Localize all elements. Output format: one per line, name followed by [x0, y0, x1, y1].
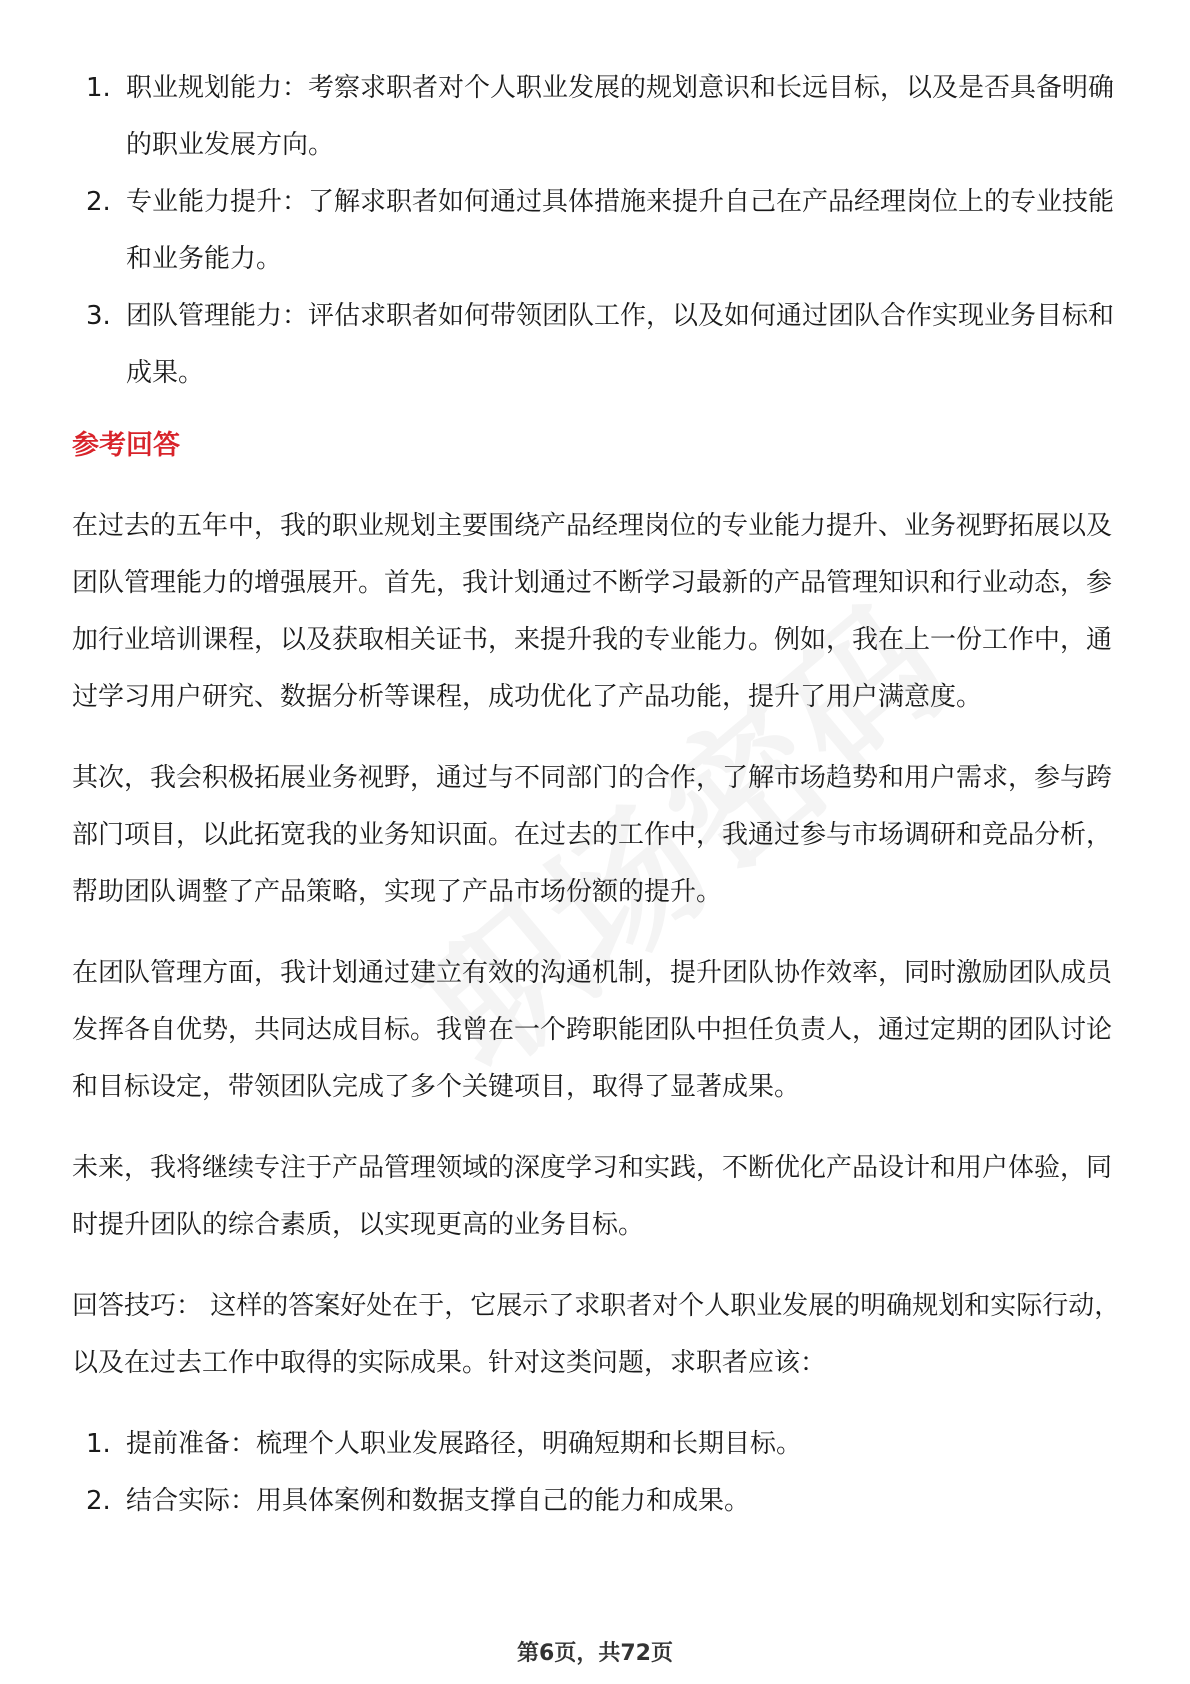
answer-paragraph: 未来，我将继续专注于产品管理领域的深度学习和实践，不断优化产品设计和用户体验，同时提升团队的综合素质，以实现更高的业务目标。 [72, 1153, 1113, 1240]
page-footer: 第6页，共72页 [517, 1641, 673, 1666]
list-item [72, 1416, 1122, 1473]
list-number: 1. [86, 1429, 111, 1459]
list-item-text: 团队管理能力：评估求职者如何带领团队工作，以及如何通过团队合作实现业务目标和成果。 [126, 301, 1115, 388]
answer-paragraph: 在过去的五年中，我的职业规划主要围绕产品经理岗位的专业能力提升、业务视野拓展以及团队管理能力的增强展开。首先，我计划通过不断学习最新的产品管理知识和行业动态，参加行业培训课程，以及获取相关证书，来提升我的专业能力。例如，我在上一份工作中，通过学习用户研究、数据分析等课程，成功优化了产品功能，提升了用户满意度。 [72, 511, 1113, 712]
answer-tips-paragraph: 回答技巧： 这样的答案好处在于，它展示了求职者对个人职业发展的明确规划和实际行动，以及在过去工作中取得的实际成果。针对这类问题，求职者应该： [72, 1291, 1121, 1378]
list-item-text: 专业能力提升：了解求职者如何通过具体措施来提升自己在产品经理岗位上的专业技能和业务能力。 [126, 187, 1115, 274]
tips-list [72, 1416, 1122, 1530]
list-item [72, 288, 1122, 402]
reference-answer-heading: 参考回答 [72, 430, 180, 461]
list-item [72, 60, 1122, 174]
list-number: 1. [86, 73, 111, 103]
assessment-points-list [72, 60, 1122, 402]
list-number: 2. [86, 187, 111, 217]
answer-paragraph: 在团队管理方面，我计划通过建立有效的沟通机制，提升团队协作效率，同时激励团队成员发挥各自优势，共同达成目标。我曾在一个跨职能团队中担任负责人，通过定期的团队讨论和目标设定，带领团队完成了多个关键项目，取得了显著成果。 [72, 958, 1113, 1102]
list-number: 2. [86, 1486, 111, 1516]
page-content [72, 60, 1122, 1530]
list-item-text: 结合实际：用具体案例和数据支撑自己的能力和成果。 [126, 1486, 751, 1516]
answer-paragraph: 其次，我会积极拓展业务视野，通过与不同部门的合作，了解市场趋势和用户需求，参与跨部门项目，以此拓宽我的业务知识面。在过去的工作中，我通过参与市场调研和竞品分析，帮助团队调整了产品策略，实现了产品市场份额的提升。 [72, 763, 1113, 907]
list-item-text: 职业规划能力：考察求职者对个人职业发展的规划意识和长远目标，以及是否具备明确的职业发展方向。 [126, 73, 1115, 160]
list-item [72, 174, 1122, 288]
list-item-text: 提前准备：梳理个人职业发展路径，明确短期和长期目标。 [126, 1429, 803, 1459]
list-item [72, 1473, 1122, 1530]
list-number: 3. [86, 301, 111, 331]
